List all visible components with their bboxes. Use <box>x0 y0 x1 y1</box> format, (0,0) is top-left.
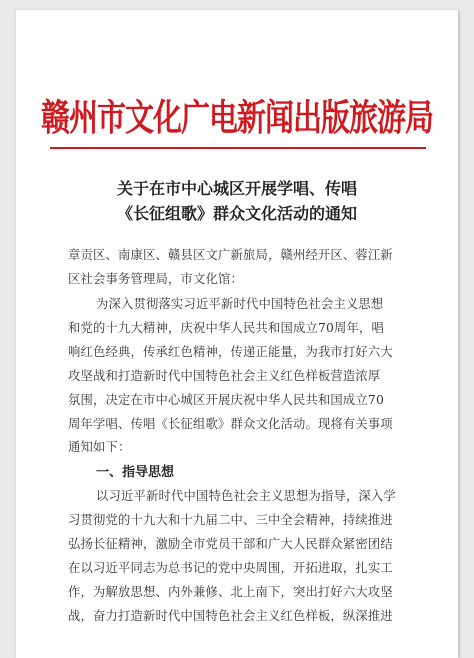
section-heading: 一、指导思想 <box>96 465 175 480</box>
document-title-line-2: 《长征组歌》群众文化活动的通知 <box>116 204 357 223</box>
body-line: 周年学唱、传唱《长征组歌》群众文化活动。现将有关事项 <box>68 417 393 431</box>
issuing-authority-header: 赣州市文化广电新闻出版旅游局 <box>40 96 433 139</box>
body-line: 为深入贯彻落实习近平新时代中国特色社会主义思想 <box>96 297 384 311</box>
body-line: 作，为解放思想、内外兼修、北上南下，突出打好六大攻坚 <box>68 585 393 599</box>
body-line: 在以习近平同志为总书记的党中央周围，开拓进取，扎实工 <box>68 561 393 575</box>
body-line: 战，奋力打造新时代中国特色社会主义红色样板，纵深推进 <box>68 609 393 623</box>
document-page <box>16 10 458 658</box>
body-line: 弘扬长征精神，激励全市党员干部和广大人民群众紧密团结 <box>68 537 393 551</box>
addressees-line-1: 章贡区、南康区、赣县区文广新旅局，赣州经开区、蓉江新 <box>68 248 393 262</box>
body-line: 通知如下： <box>68 440 131 454</box>
addressees-line-2: 区社会事务管理局，市文化馆： <box>68 272 243 286</box>
body-line: 响红色经典，传承红色精神，传递正能量，为我市打好六大 <box>68 345 393 359</box>
body-line: 以习近平新时代中国特色社会主义思想为指导，深入学 <box>96 489 396 503</box>
document-title-line-1: 关于在市中心城区开展学唱、传唱 <box>116 179 357 198</box>
body-line: 习贯彻党的十九大和十九届二中、三中全会精神，持续推进 <box>68 513 393 527</box>
red-divider-line <box>50 147 426 149</box>
body-line: 攻坚战和打造新时代中国特色社会主义红色样板营造浓厚 <box>68 369 381 383</box>
body-line: 和党的十九大精神，庆祝中华人民共和国成立70周年，唱 <box>68 321 384 335</box>
body-line: 氛围，决定在市中心城区开展庆祝中华人民共和国成立70 <box>68 393 384 407</box>
